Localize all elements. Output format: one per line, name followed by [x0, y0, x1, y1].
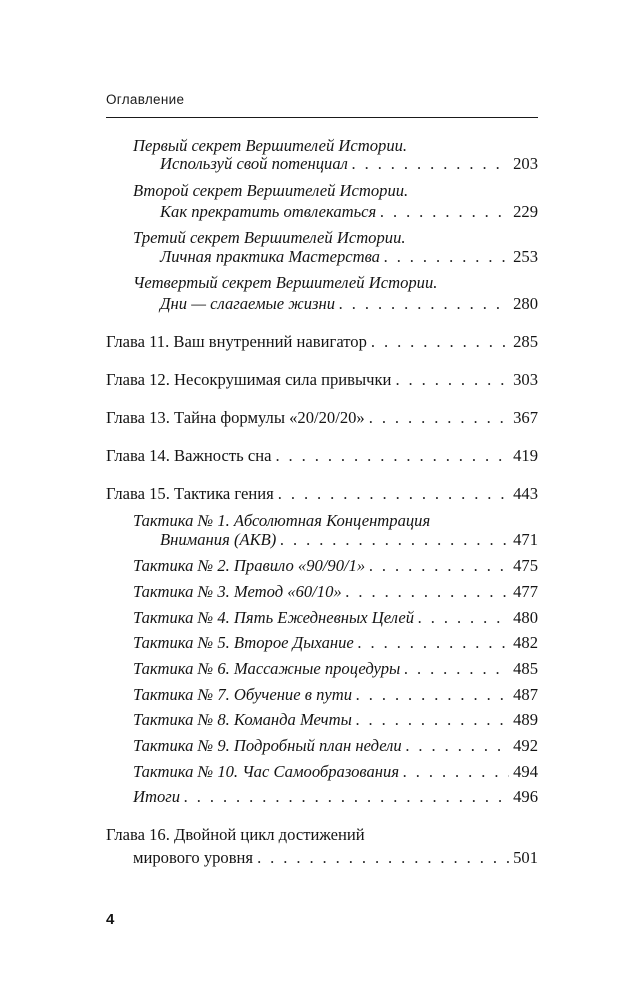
toc-page-number: 471: [513, 530, 538, 549]
toc-entry[interactable]: [133, 633, 538, 653]
toc-entry: [133, 181, 408, 201]
toc-page-number: 419: [513, 446, 538, 465]
toc-entry-title: Глава 16. Двойной цикл достижений: [106, 825, 365, 844]
dot-leader: [184, 787, 509, 807]
toc-entry-title: Глава 14. Важность сна: [106, 446, 272, 465]
toc-entry-title: Тактика № 4. Пять Ежедневных Целей: [133, 608, 415, 627]
dot-leader: [371, 332, 509, 352]
dot-leader: [275, 446, 509, 466]
toc-entry-title: Тактика № 3. Метод «60/10»: [133, 582, 342, 601]
toc-entry[interactable]: [133, 659, 538, 679]
toc-page-number: 482: [513, 633, 538, 652]
toc-entry[interactable]: [133, 736, 538, 756]
dot-leader: [369, 556, 509, 576]
toc-page-number: 203: [513, 154, 538, 173]
toc-entry-title: Дни — слагаемые жизни: [160, 294, 336, 313]
toc-chapter-13[interactable]: [106, 408, 538, 428]
toc-entry[interactable]: [160, 154, 538, 174]
toc-page-number: 285: [513, 332, 538, 351]
toc-page-number: 492: [513, 736, 538, 755]
dot-leader: [395, 370, 509, 390]
toc-entry-title: Глава 11. Ваш внутренний навигатор: [106, 332, 367, 351]
toc-page-number: 229: [513, 202, 538, 221]
toc-entry-title: Тактика № 9. Подробный план недели: [133, 736, 402, 755]
toc-entry[interactable]: [160, 530, 538, 550]
toc-entry-title: Глава 13. Тайна формулы «20/20/20»: [106, 408, 365, 427]
toc-entry[interactable]: [133, 685, 538, 705]
toc-entry[interactable]: [160, 202, 538, 222]
toc-page-number: 475: [513, 556, 538, 575]
toc-entry-title: Тактика № 7. Обучение в пути: [133, 685, 353, 704]
dot-leader: [404, 659, 509, 679]
toc-entry[interactable]: [133, 608, 538, 628]
page-number: 4: [106, 911, 115, 928]
toc-entry[interactable]: [160, 247, 538, 267]
toc-page-number: 280: [513, 294, 538, 313]
toc-page-number: 487: [513, 685, 538, 704]
dot-leader: [380, 202, 509, 222]
toc-entry-title: Третий секрет Вершителей Истории.: [133, 228, 406, 247]
toc-page-number: 501: [513, 848, 538, 867]
toc-entry[interactable]: [133, 762, 538, 782]
dot-leader: [369, 408, 509, 428]
dot-leader: [352, 154, 509, 174]
toc-page-number: 485: [513, 659, 538, 678]
dot-leader: [346, 582, 509, 602]
toc-page-number: 443: [513, 484, 538, 503]
toc-entry-title: Внимания (АКВ): [160, 530, 277, 549]
dot-leader: [358, 633, 509, 653]
dot-leader: [278, 484, 509, 504]
toc-entry-title: Тактика № 10. Час Самообразования: [133, 762, 400, 781]
toc-page-number: 480: [513, 608, 538, 627]
dot-leader: [257, 848, 509, 868]
toc-chapter-16-cont[interactable]: [133, 848, 538, 868]
toc-entry-title: Тактика № 1. Абсолютная Концентрация: [133, 511, 431, 530]
dot-leader: [356, 710, 509, 730]
toc-entry-title: Тактика № 6. Массажные процедуры: [133, 659, 401, 678]
dot-leader: [280, 530, 509, 550]
toc-page-number: 496: [513, 787, 538, 806]
toc-chapter-15[interactable]: [106, 484, 538, 504]
toc-entry-title: Тактика № 2. Правило «90/90/1»: [133, 556, 366, 575]
toc-page-number: 253: [513, 247, 538, 266]
toc-entry: [133, 511, 430, 531]
dot-leader: [403, 762, 509, 782]
dot-leader: [356, 685, 509, 705]
toc-page-number: 477: [513, 582, 538, 601]
toc-entry-title: Тактика № 8. Команда Мечты: [133, 710, 352, 729]
toc-page-number: 367: [513, 408, 538, 427]
toc-entry[interactable]: [133, 787, 538, 807]
toc-page-number: 489: [513, 710, 538, 729]
toc-entry-title: Глава 12. Несокрушимая сила привычки: [106, 370, 392, 389]
toc-chapter-16: [106, 825, 365, 845]
toc-page-number: 303: [513, 370, 538, 389]
toc-chapter-11[interactable]: [106, 332, 538, 352]
toc-entry-title: Тактика № 5. Второе Дыхание: [133, 633, 354, 652]
toc-chapter-12[interactable]: [106, 370, 538, 390]
toc-entry-title: Итоги: [133, 787, 181, 806]
toc-entry[interactable]: [133, 710, 538, 730]
toc-entry-title: Второй секрет Вершителей Истории.: [133, 181, 409, 200]
toc-entry[interactable]: [160, 294, 538, 314]
dot-leader: [418, 608, 509, 628]
dot-leader: [339, 294, 509, 314]
toc-entry-title: Личная практика Мастерства: [160, 247, 380, 266]
toc-entry[interactable]: [133, 582, 538, 602]
toc-entry: [133, 273, 437, 293]
dot-leader: [406, 736, 509, 756]
toc-page-number: 494: [513, 762, 538, 781]
toc-entry: [133, 228, 406, 248]
toc-entry-title: Как прекратить отвлекаться: [160, 202, 377, 221]
toc-entry-title: Первый секрет Вершителей Истории.: [133, 136, 408, 155]
dot-leader: [384, 247, 509, 267]
toc-entry-title: мирового уровня: [133, 848, 254, 867]
running-title: Оглавление: [106, 92, 185, 107]
toc-entry-title: Глава 15. Тактика гения: [106, 484, 274, 503]
toc-entry[interactable]: [133, 556, 538, 576]
toc-entry: [133, 136, 407, 156]
toc-entry-title: Четвертый секрет Вершителей Истории.: [133, 273, 438, 292]
toc-chapter-14[interactable]: [106, 446, 538, 466]
toc-entry-title: Используй свой потенциал: [160, 154, 348, 173]
